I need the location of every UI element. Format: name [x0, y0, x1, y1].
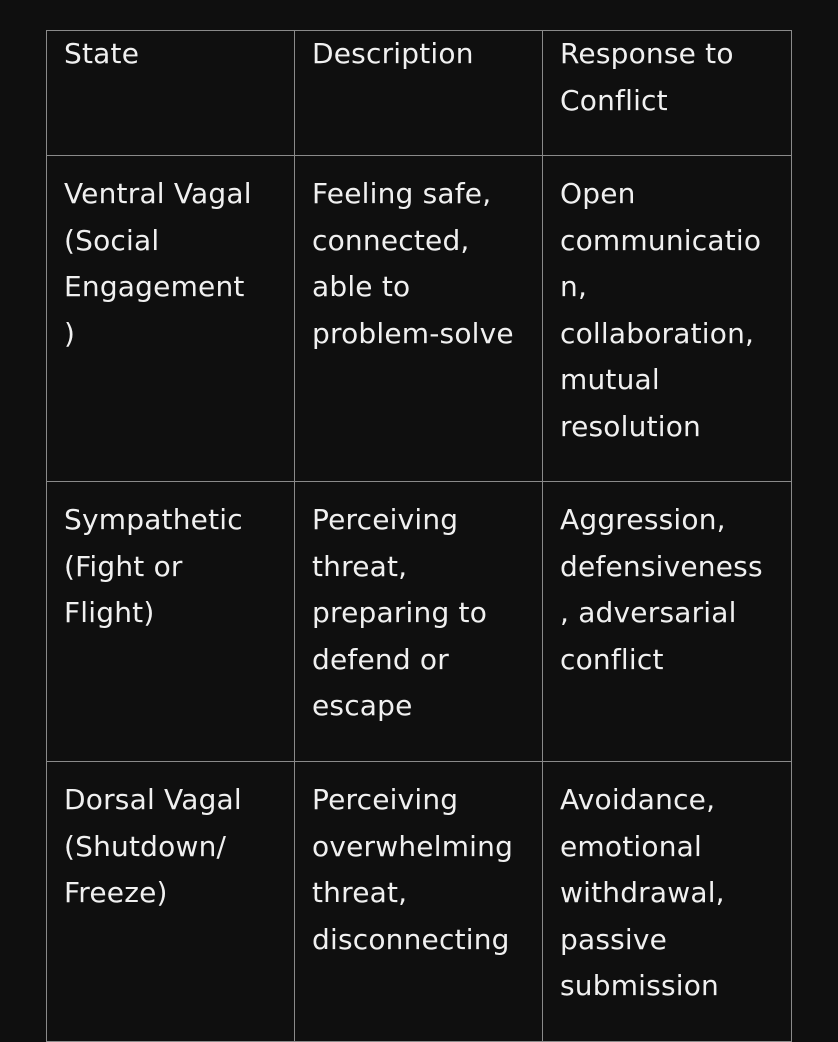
state-cell [47, 156, 295, 482]
header-state [47, 31, 295, 156]
response-text: Avoidance, emotional withdrawal, passive submission [560, 783, 725, 1002]
response-text: Aggression, defensiveness , adversarial conflict [560, 503, 763, 676]
state-text: Sympathetic (Fight or Flight) [64, 503, 243, 629]
header-response-label: Response to Conflict [560, 37, 734, 117]
table-header [47, 31, 792, 156]
table-row [47, 482, 792, 762]
state-cell [47, 762, 295, 1042]
polyvagal-states-table [46, 30, 792, 1042]
state-text: Dorsal Vagal (Shutdown/ Freeze) [64, 783, 242, 909]
state-cell [47, 482, 295, 762]
description-text: Perceiving threat, preparing to defend or escape [312, 503, 488, 722]
description-cell [295, 156, 543, 482]
header-row [47, 31, 792, 156]
description-cell [295, 762, 543, 1042]
response-cell [543, 762, 792, 1042]
header-state-label: State [64, 37, 140, 70]
header-description [295, 31, 543, 156]
table-row [47, 156, 792, 482]
response-cell [543, 156, 792, 482]
header-description-label: Description [312, 37, 474, 70]
state-text: Ventral Vagal (Social Engagement ) [64, 177, 252, 350]
response-text: Open communicatio n, collaboration, mutual resolution [560, 177, 762, 443]
header-response [543, 31, 792, 156]
description-cell [295, 482, 543, 762]
description-text: Perceiving overwhelming threat, disconnecting [312, 783, 514, 956]
table-body [47, 156, 792, 1042]
description-text: Feeling safe, connected, able to problem-solve [312, 177, 514, 350]
table-row [47, 762, 792, 1042]
response-cell [543, 482, 792, 762]
